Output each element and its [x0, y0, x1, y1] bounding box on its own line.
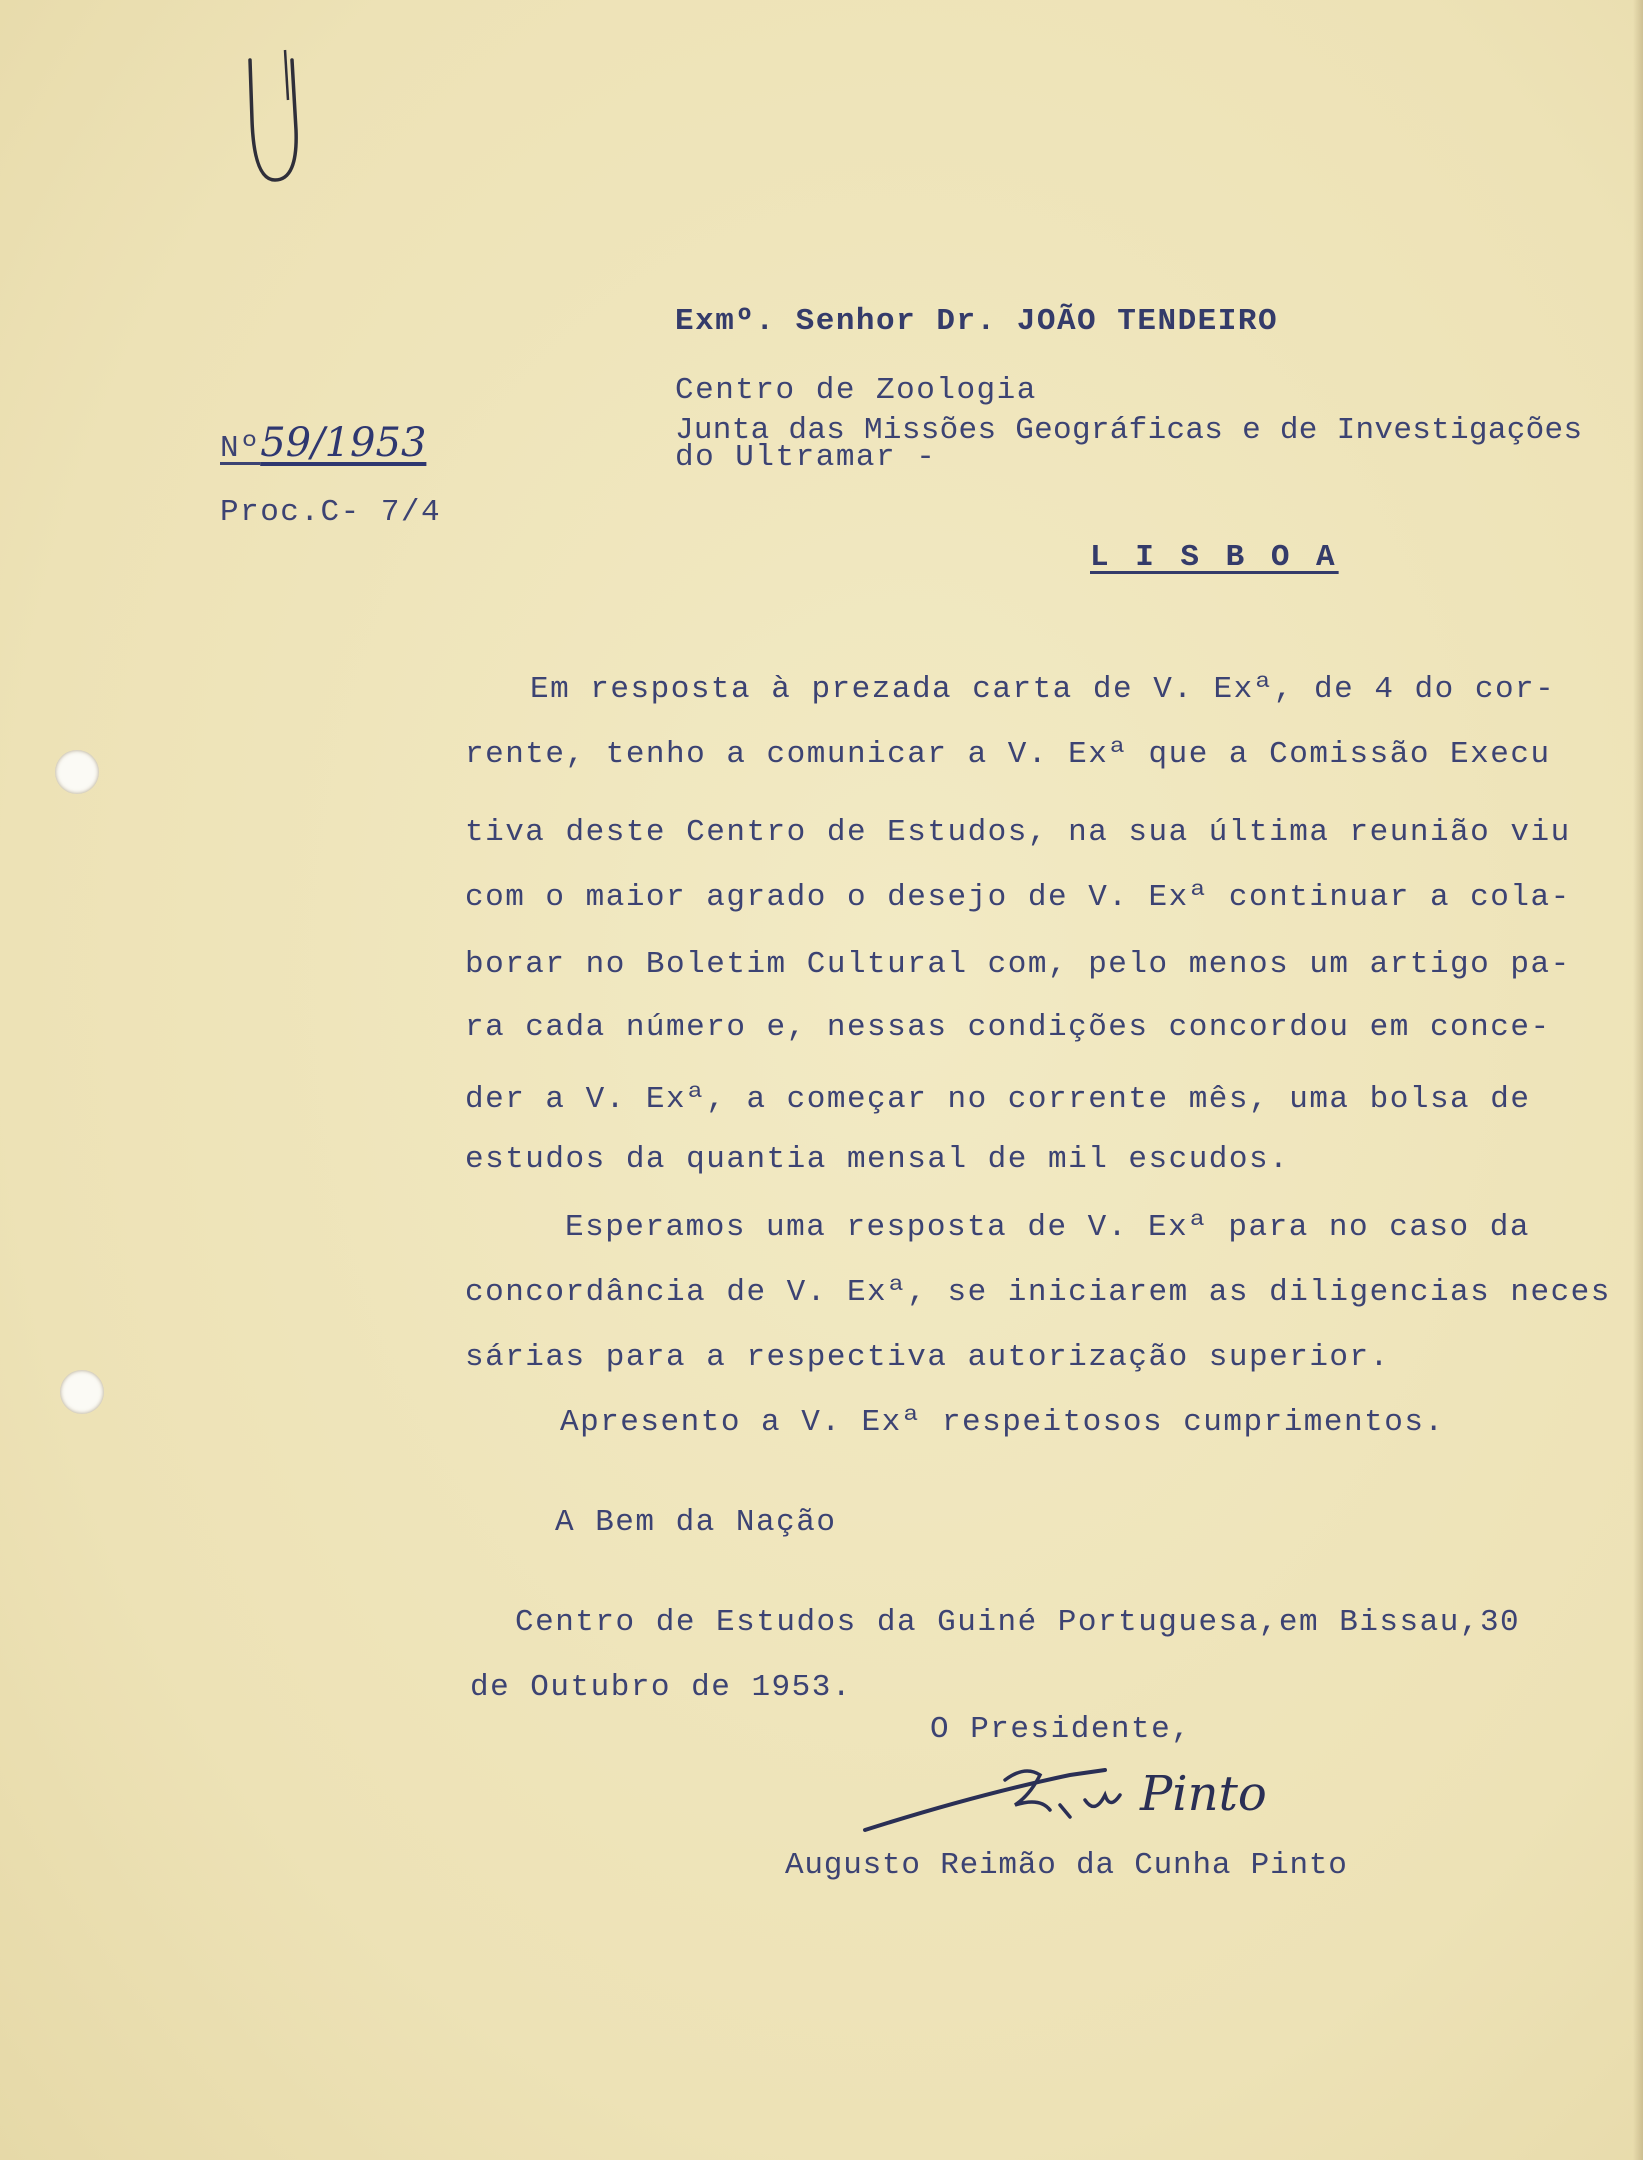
paragraph-line: tiva deste Centro de Estudos, na sua última reunião viu	[465, 815, 1571, 850]
paragraph-line: borar no Boletim Cultural com, pelo menos um artigo pa-	[465, 947, 1571, 982]
motto: A Bem da Nação	[555, 1505, 837, 1540]
paragraph-line: sárias para a respectiva autorização superior.	[465, 1340, 1390, 1375]
signatory-name: Augusto Reimão da Cunha Pinto	[785, 1848, 1348, 1883]
punch-hole-top	[55, 750, 99, 794]
recipient-salutation: Exmº. Senhor Dr. JOÃO TENDEIRO	[675, 304, 1279, 339]
signatory-title: O Presidente,	[930, 1712, 1192, 1747]
handwritten-signature	[855, 1735, 1325, 1845]
place-date-line1: Centro de Estudos da Guiné Portuguesa,em Bissau,30	[515, 1605, 1521, 1640]
closing-line: Apresento a V. Exª respeitosos cumprimentos.	[560, 1405, 1445, 1440]
paragraph-line: estudos da quantia mensal de mil escudos.	[465, 1142, 1290, 1177]
recipient-org-line1: Centro de Zoologia	[675, 373, 1037, 408]
reference-process: Proc.C- 7/4	[220, 495, 442, 530]
paragraph-line: rente, tenho a comunicar a V. Exª que a Comissão Execu	[465, 737, 1551, 772]
svg-text:Pinto: Pinto	[1140, 1766, 1267, 1822]
paragraph-line: com o maior agrado o desejo de V. Exª continuar a cola-	[465, 880, 1571, 915]
recipient-city: L I S B O A	[1090, 540, 1339, 575]
page-edge-shadow	[1633, 0, 1643, 2160]
paragraph-line: ra cada número e, nessas condições concordou em conce-	[465, 1010, 1551, 1045]
recipient-org-line3: do Ultramar -	[675, 440, 937, 475]
reference-number	[220, 420, 427, 467]
place-date-line2: de Outubro de 1953.	[470, 1670, 852, 1705]
paragraph-line: Em resposta à prezada carta de V. Exª, de 4 do cor-	[530, 672, 1556, 707]
punch-hole-bottom	[60, 1370, 104, 1414]
recipient-org-line2: Junta das Missões Geográficas e de Investigações	[675, 413, 1583, 448]
paper-clip-mark	[240, 40, 310, 200]
paragraph-line: Esperamos uma resposta de V. Exª para no caso da	[565, 1210, 1530, 1245]
paragraph-line: concordância de V. Exª, se iniciarem as diligencias neces	[465, 1275, 1611, 1310]
paragraph-line: der a V. Exª, a começar no corrente mês, uma bolsa de	[465, 1082, 1531, 1117]
reference-number-prefix: Nº	[220, 431, 261, 466]
reference-number-value: 59/1953	[260, 420, 427, 466]
